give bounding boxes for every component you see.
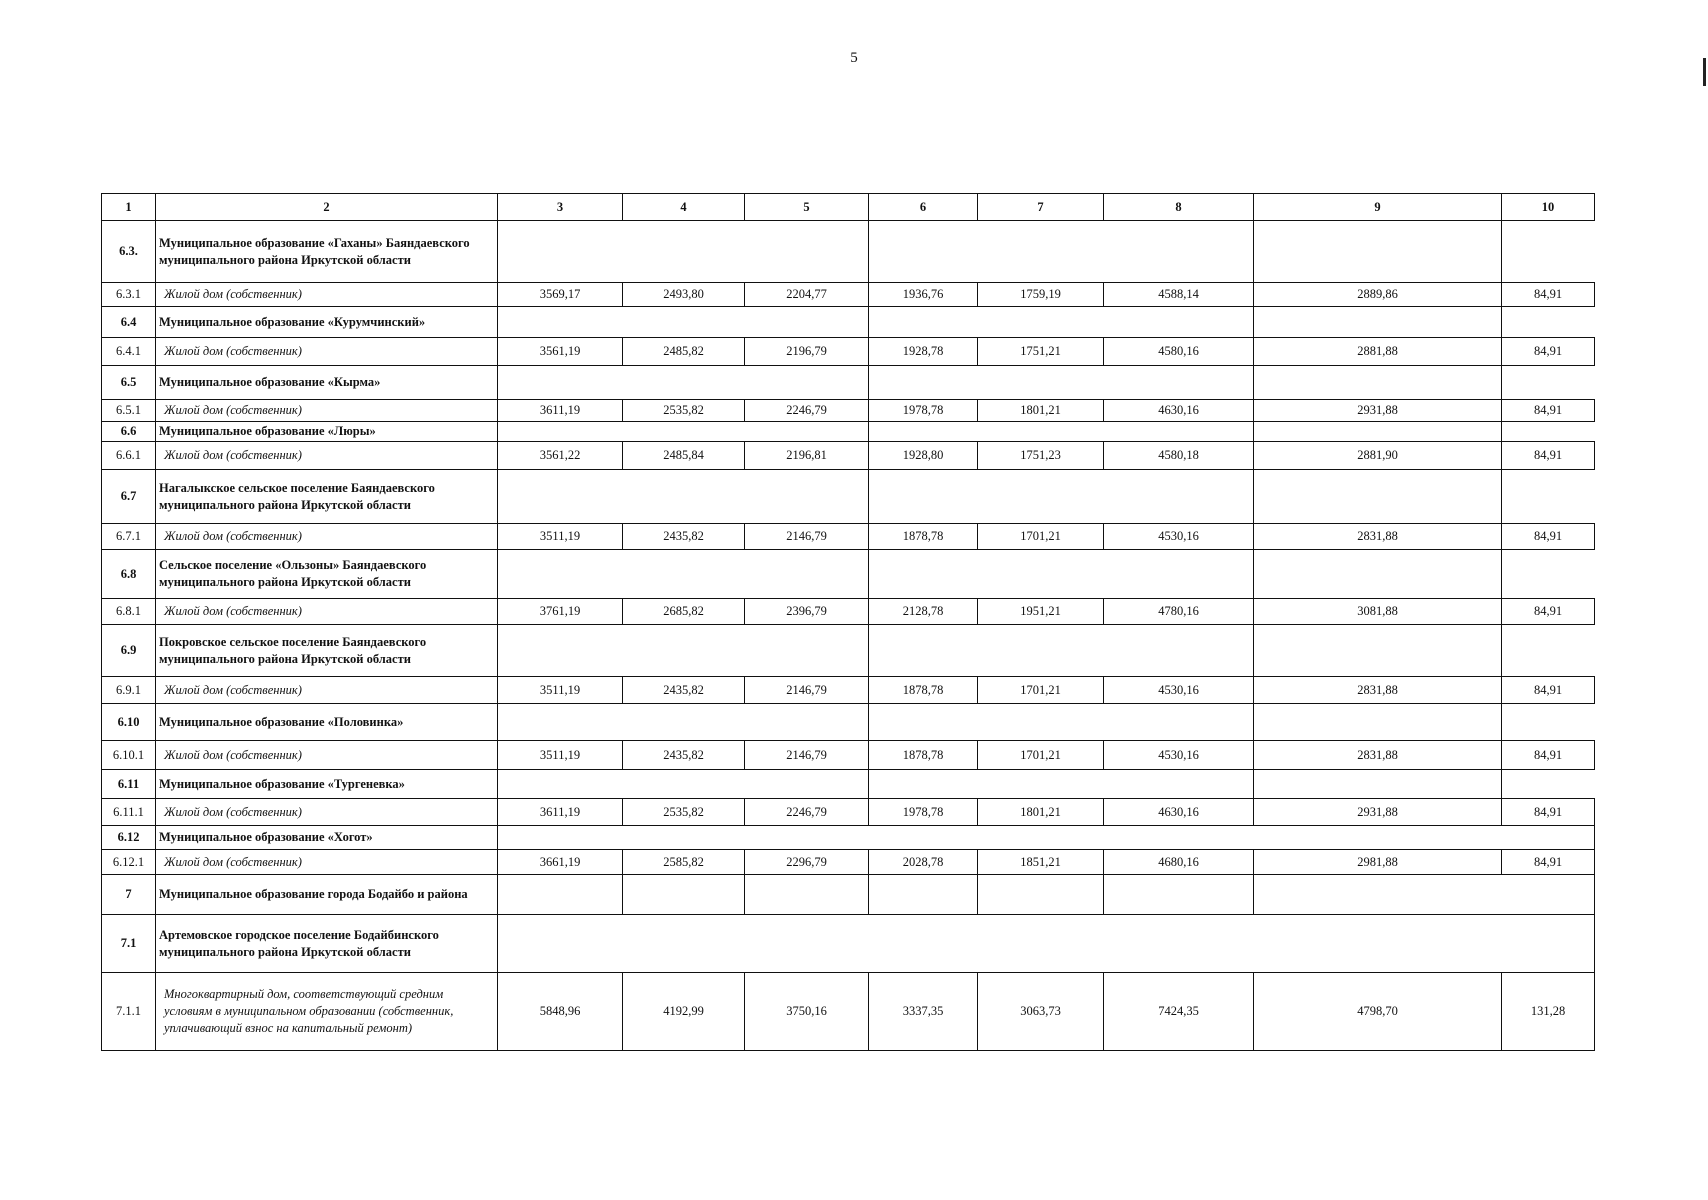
empty-cell [498, 307, 869, 338]
row-name: Муниципальное образование «Гаханы» Баяндаевского муниципального района Иркутской области [156, 221, 498, 283]
group-row [102, 550, 1595, 599]
empty-cell [1254, 470, 1502, 524]
value-cell: 4580,18 [1104, 442, 1254, 470]
value-cell: 4680,16 [1104, 850, 1254, 875]
data-row [102, 524, 1595, 550]
empty-cell [869, 704, 1254, 741]
empty-cell [498, 625, 869, 677]
empty-cell [1254, 875, 1595, 915]
data-row [102, 283, 1595, 307]
value-cell: 3063,73 [978, 973, 1104, 1051]
row-code: 6.8.1 [102, 599, 156, 625]
group-row [102, 915, 1595, 973]
value-cell: 2128,78 [869, 599, 978, 625]
value-cell: 84,91 [1502, 338, 1595, 366]
value-cell: 84,91 [1502, 524, 1595, 550]
empty-cell [498, 550, 869, 599]
header-cell: 6 [869, 194, 978, 221]
value-cell: 3511,19 [498, 677, 623, 704]
value-cell: 4798,70 [1254, 973, 1502, 1051]
row-name: Сельское поселение «Ользоны» Баяндаевского муниципального района Иркутской области [156, 550, 498, 599]
row-name: Артемовское городское поселение Бодайбинского муниципального района Иркутской области [156, 915, 498, 973]
value-cell: 2685,82 [623, 599, 745, 625]
group-row [102, 826, 1595, 850]
row-name: Жилой дом (собственник) [156, 741, 498, 770]
row-name: Жилой дом (собственник) [156, 599, 498, 625]
row-code: 6.12.1 [102, 850, 156, 875]
value-cell: 1878,78 [869, 524, 978, 550]
value-cell: 2931,88 [1254, 799, 1502, 826]
value-cell: 3561,22 [498, 442, 623, 470]
empty-cell [498, 422, 869, 442]
empty-cell [498, 915, 1595, 973]
value-cell: 1951,21 [978, 599, 1104, 625]
data-row [102, 400, 1595, 422]
value-cell: 2246,79 [745, 799, 869, 826]
value-cell: 1878,78 [869, 677, 978, 704]
empty-cell [869, 770, 1254, 799]
header-cell: 9 [1254, 194, 1502, 221]
value-cell: 2881,90 [1254, 442, 1502, 470]
value-cell: 1801,21 [978, 799, 1104, 826]
value-cell: 84,91 [1502, 283, 1595, 307]
empty-cell [869, 625, 1254, 677]
value-cell: 84,91 [1502, 677, 1595, 704]
header-cell: 10 [1502, 194, 1595, 221]
row-code: 6.9 [102, 625, 156, 677]
header-cell: 8 [1104, 194, 1254, 221]
value-cell: 2435,82 [623, 677, 745, 704]
value-cell: 2831,88 [1254, 677, 1502, 704]
value-cell: 1701,21 [978, 677, 1104, 704]
row-name: Муниципальное образование «Курумчинский» [156, 307, 498, 338]
row-code: 6.9.1 [102, 677, 156, 704]
empty-cell [623, 875, 745, 915]
value-cell: 84,91 [1502, 400, 1595, 422]
value-cell: 84,91 [1502, 599, 1595, 625]
value-cell: 3511,19 [498, 524, 623, 550]
group-row [102, 221, 1595, 283]
row-name: Жилой дом (собственник) [156, 524, 498, 550]
value-cell: 84,91 [1502, 741, 1595, 770]
value-cell: 2146,79 [745, 677, 869, 704]
value-cell: 1878,78 [869, 741, 978, 770]
value-cell: 3561,19 [498, 338, 623, 366]
empty-cell [1254, 704, 1502, 741]
header-cell: 2 [156, 194, 498, 221]
row-code: 6.7.1 [102, 524, 156, 550]
value-cell: 2296,79 [745, 850, 869, 875]
empty-cell [498, 366, 869, 400]
group-row [102, 875, 1595, 915]
value-cell: 1701,21 [978, 741, 1104, 770]
row-code: 6.6 [102, 422, 156, 442]
value-cell: 1801,21 [978, 400, 1104, 422]
row-code: 6.3. [102, 221, 156, 283]
header-cell: 1 [102, 194, 156, 221]
empty-cell [869, 422, 1254, 442]
value-cell: 2204,77 [745, 283, 869, 307]
value-cell: 2585,82 [623, 850, 745, 875]
header-cell: 7 [978, 194, 1104, 221]
row-code: 6.6.1 [102, 442, 156, 470]
empty-cell [498, 221, 869, 283]
row-code: 6.4.1 [102, 338, 156, 366]
empty-cell [1254, 307, 1502, 338]
group-row [102, 704, 1595, 741]
value-cell: 3081,88 [1254, 599, 1502, 625]
page-number: 5 [850, 50, 858, 66]
row-code: 7.1.1 [102, 973, 156, 1051]
empty-cell [869, 470, 1254, 524]
row-name: Муниципальное образование «Люры» [156, 422, 498, 442]
value-cell: 84,91 [1502, 850, 1595, 875]
value-cell: 1701,21 [978, 524, 1104, 550]
empty-cell [869, 875, 978, 915]
empty-cell [1254, 422, 1502, 442]
data-row [102, 973, 1595, 1051]
value-cell: 2931,88 [1254, 400, 1502, 422]
value-cell: 3611,19 [498, 400, 623, 422]
row-name: Муниципальное образование «Хогот» [156, 826, 498, 850]
value-cell: 2981,88 [1254, 850, 1502, 875]
value-cell: 2396,79 [745, 599, 869, 625]
empty-cell [1254, 770, 1502, 799]
value-cell: 2196,81 [745, 442, 869, 470]
value-cell: 2485,84 [623, 442, 745, 470]
data-row [102, 799, 1595, 826]
row-name: Многоквартирный дом, соответствующий средним условиям в муниципальном образовании (собственник, уплачивающий взнос на капитальный ремонт) [156, 973, 498, 1051]
value-cell: 1751,23 [978, 442, 1104, 470]
empty-cell [498, 875, 623, 915]
row-code: 6.10.1 [102, 741, 156, 770]
group-row [102, 625, 1595, 677]
data-row [102, 850, 1595, 875]
empty-cell [498, 770, 869, 799]
value-cell: 2435,82 [623, 524, 745, 550]
group-row [102, 422, 1595, 442]
row-code: 6.5.1 [102, 400, 156, 422]
value-cell: 7424,35 [1104, 973, 1254, 1051]
value-cell: 2146,79 [745, 741, 869, 770]
value-cell: 2246,79 [745, 400, 869, 422]
row-name: Покровское сельское поселение Баяндаевского муниципального района Иркутской области [156, 625, 498, 677]
row-name: Муниципальное образование «Кырма» [156, 366, 498, 400]
value-cell: 3761,19 [498, 599, 623, 625]
group-row [102, 470, 1595, 524]
data-row [102, 599, 1595, 625]
value-cell: 2493,80 [623, 283, 745, 307]
value-cell: 131,28 [1502, 973, 1595, 1051]
value-cell: 1978,78 [869, 400, 978, 422]
value-cell: 2889,86 [1254, 283, 1502, 307]
data-row [102, 741, 1595, 770]
value-cell: 84,91 [1502, 442, 1595, 470]
value-cell: 3611,19 [498, 799, 623, 826]
value-cell: 2831,88 [1254, 524, 1502, 550]
empty-cell [1254, 625, 1502, 677]
row-name: Жилой дом (собственник) [156, 400, 498, 422]
row-code: 6.11 [102, 770, 156, 799]
value-cell: 1851,21 [978, 850, 1104, 875]
row-name: Муниципальное образование «Половинка» [156, 704, 498, 741]
group-row [102, 770, 1595, 799]
group-row [102, 366, 1595, 400]
value-cell: 1759,19 [978, 283, 1104, 307]
row-name: Муниципальное образование города Бодайбо и района [156, 875, 498, 915]
value-cell: 2485,82 [623, 338, 745, 366]
tariff-table [101, 193, 1595, 1051]
value-cell: 1928,78 [869, 338, 978, 366]
value-cell: 4588,14 [1104, 283, 1254, 307]
header-cell: 5 [745, 194, 869, 221]
row-code: 6.3.1 [102, 283, 156, 307]
row-name: Муниципальное образование «Тургеневка» [156, 770, 498, 799]
value-cell: 4630,16 [1104, 400, 1254, 422]
row-name: Жилой дом (собственник) [156, 850, 498, 875]
value-cell: 2831,88 [1254, 741, 1502, 770]
empty-cell [978, 875, 1104, 915]
row-name: Жилой дом (собственник) [156, 442, 498, 470]
value-cell: 2196,79 [745, 338, 869, 366]
row-name: Жилой дом (собственник) [156, 677, 498, 704]
row-name: Жилой дом (собственник) [156, 283, 498, 307]
group-row [102, 307, 1595, 338]
value-cell: 4530,16 [1104, 524, 1254, 550]
row-code: 6.11.1 [102, 799, 156, 826]
data-row [102, 442, 1595, 470]
row-code: 7.1 [102, 915, 156, 973]
header-cell: 4 [623, 194, 745, 221]
data-row [102, 677, 1595, 704]
row-code: 6.7 [102, 470, 156, 524]
row-name: Жилой дом (собственник) [156, 338, 498, 366]
value-cell: 3337,35 [869, 973, 978, 1051]
value-cell: 2881,88 [1254, 338, 1502, 366]
empty-cell [1254, 366, 1502, 400]
value-cell: 3569,17 [498, 283, 623, 307]
row-code: 6.10 [102, 704, 156, 741]
value-cell: 2028,78 [869, 850, 978, 875]
row-code: 6.12 [102, 826, 156, 850]
header-row [102, 194, 1595, 221]
row-code: 6.8 [102, 550, 156, 599]
value-cell: 1928,80 [869, 442, 978, 470]
empty-cell [498, 826, 1595, 850]
row-name: Жилой дом (собственник) [156, 799, 498, 826]
value-cell: 4630,16 [1104, 799, 1254, 826]
row-code: 7 [102, 875, 156, 915]
empty-cell [745, 875, 869, 915]
header-cell: 3 [498, 194, 623, 221]
value-cell: 2535,82 [623, 799, 745, 826]
empty-cell [498, 704, 869, 741]
empty-cell [1254, 550, 1502, 599]
value-cell: 3661,19 [498, 850, 623, 875]
empty-cell [498, 470, 869, 524]
value-cell: 1978,78 [869, 799, 978, 826]
data-row [102, 338, 1595, 366]
value-cell: 3750,16 [745, 973, 869, 1051]
empty-cell [869, 307, 1254, 338]
empty-cell [869, 366, 1254, 400]
value-cell: 2146,79 [745, 524, 869, 550]
value-cell: 5848,96 [498, 973, 623, 1051]
value-cell: 4530,16 [1104, 677, 1254, 704]
empty-cell [1254, 221, 1502, 283]
value-cell: 84,91 [1502, 799, 1595, 826]
empty-cell [869, 550, 1254, 599]
row-code: 6.4 [102, 307, 156, 338]
value-cell: 3511,19 [498, 741, 623, 770]
value-cell: 2535,82 [623, 400, 745, 422]
row-name: Нагалыкское сельское поселение Баяндаевского муниципального района Иркутской области [156, 470, 498, 524]
value-cell: 4192,99 [623, 973, 745, 1051]
row-code: 6.5 [102, 366, 156, 400]
empty-cell [869, 221, 1254, 283]
value-cell: 1936,76 [869, 283, 978, 307]
value-cell: 4780,16 [1104, 599, 1254, 625]
empty-cell [1104, 875, 1254, 915]
value-cell: 4530,16 [1104, 741, 1254, 770]
scan-edge-mark [1703, 58, 1706, 86]
value-cell: 2435,82 [623, 741, 745, 770]
value-cell: 4580,16 [1104, 338, 1254, 366]
value-cell: 1751,21 [978, 338, 1104, 366]
